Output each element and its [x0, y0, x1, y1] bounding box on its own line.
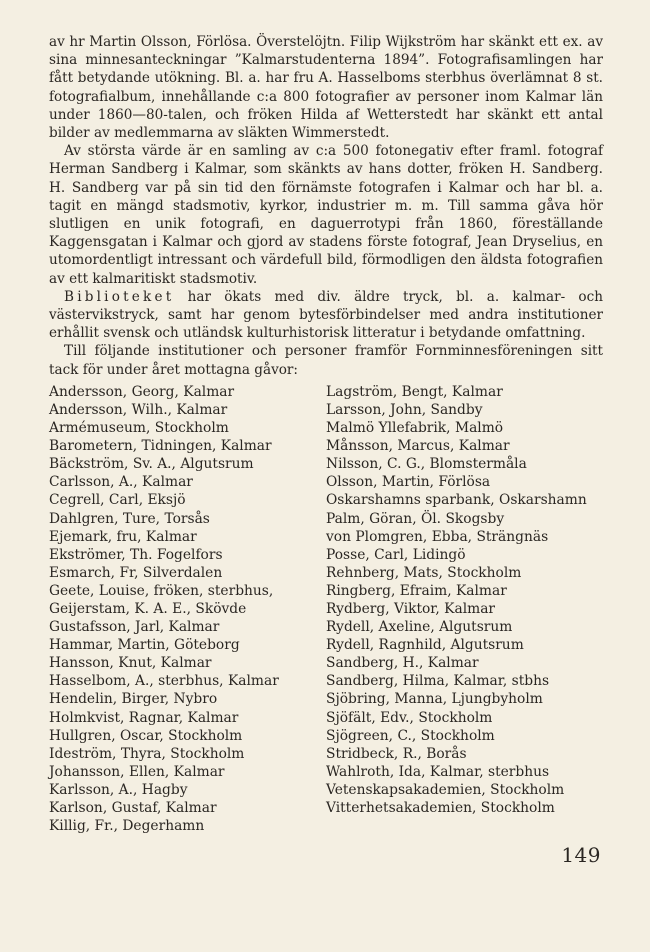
donor-entry: Månsson, Marcus, Kalmar [326, 438, 510, 455]
body-text [49, 33, 603, 379]
donor-entry: Karlsson, A., Hagby [49, 781, 188, 798]
donor-entry: Rydell, Axeline, Algutsrum [326, 619, 513, 636]
donor-entry: Armémuseum, Stockholm [49, 420, 229, 437]
donor-entry: Esmarch, Fr, Silverdalen [49, 564, 223, 581]
section-keyword: Biblioteket [64, 288, 175, 305]
donor-entry: Geijerstam, K. A. E., Skövde [49, 600, 247, 617]
page-number: 149 [561, 843, 601, 867]
donor-entry: Hasselbom, A., sterbhus, Kalmar [49, 673, 279, 690]
donor-entry: Vitterhetsakademien, Stockholm [326, 800, 555, 817]
paragraph [49, 288, 603, 343]
donor-entry: Sandberg, H., Kalmar [326, 655, 479, 672]
donor-entry: Posse, Carl, Lidingö [326, 546, 466, 563]
donor-entry: Killig, Fr., Degerhamn [49, 818, 205, 835]
donor-entry: Sjöbring, Manna, Ljungbyholm [326, 691, 543, 708]
donor-entry: Hammar, Martin, Göteborg [49, 637, 240, 654]
donor-entry: Andersson, Wilh., Kalmar [49, 401, 228, 418]
donor-entry: Stridbeck, R., Borås [326, 745, 467, 762]
donor-entry: Ringberg, Efraim, Kalmar [326, 582, 507, 599]
donor-entry: Sjögreen, C., Stockholm [326, 727, 495, 744]
donor-entry: Wahlroth, Ida, Kalmar, sterbhus [326, 763, 550, 780]
donor-list [49, 383, 603, 835]
donor-entry: Carlsson, A., Kalmar [49, 474, 193, 491]
paragraph-text: av hr Martin Olsson, Förlösa. Överstelöjtn. Filip Wijkström har skänkt ett ex. av sina minnesanteckningar ”Kalmarstudenterna 1894”. Fotografisamlingen har fått betydande utökning. Bl. a. har fru A. Hasselboms sterbhus överlämnat 8 st. fotografialbum, innehållande c:a 800 fotografier av personer inom Kalmar län under 1860—80-talen, och fröken Hilda af Wetterstedt har skänkt ett antal bilder av medlemmarna av släkten Wimmerstedt. [49, 34, 603, 142]
donor-entry: Oskarshamns sparbank, Oskarshamn [326, 492, 587, 509]
donor-entry: von Plomgren, Ebba, Strängnäs [326, 528, 549, 545]
donor-entry: Rehnberg, Mats, Stockholm [326, 564, 522, 581]
donor-entry: Hullgren, Oscar, Stockholm [49, 727, 243, 744]
donor-entry: Larsson, John, Sandby [326, 401, 483, 418]
donor-entry: Bäckström, Sv. A., Algutsrum [49, 456, 254, 473]
donor-entry: Rydberg, Viktor, Kalmar [326, 600, 496, 617]
donor-entry: Sjöfält, Edv., Stockholm [326, 709, 493, 726]
paragraph-text: Av största värde är en samling av c:a 500 fotonegativ efter framl. fotograf Herman Sandberg i Kalmar, som skänkts av hans dotter, fröken H. Sandberg. H. Sandberg var på sin tid den förnämste fotografen i Kalmar och har bl. a. tagit en mängd stadsmotiv, kyrkor, industrier m. m. Till samma gåva hör slutligen en unik fotografi, en daguerrotypi från 1860, föreställande Kaggensgatan i Kalmar och gjord av stadens förste fotograf, Jean Dryselius, en utomordentligt intressant och värdefull bild, förmodligen den äldsta fotografien av ett kalmaritiskt stadsmotiv. [49, 143, 603, 287]
donor-column-right [326, 383, 603, 835]
paragraph-text: Till följande institutioner och personer framför Fornminnesföreningen sitt tack för under året mottagna gåvor: [49, 343, 603, 378]
paragraph [49, 142, 603, 288]
donor-entry: Hendelin, Birger, Nybro [49, 691, 218, 708]
donor-entry: Gustafsson, Jarl, Kalmar [49, 619, 220, 636]
document-page [49, 33, 603, 835]
donor-entry: Malmö Yllefabrik, Malmö [326, 420, 504, 437]
donor-entry: Geete, Louise, fröken, sterbhus, [49, 582, 274, 599]
donor-entry: Vetenskapsakademien, Stockholm [326, 781, 565, 798]
donor-entry: Barometern, Tidningen, Kalmar [49, 438, 272, 455]
paragraph [49, 33, 603, 142]
donor-entry: Andersson, Georg, Kalmar [49, 383, 235, 400]
donor-entry: Cegrell, Carl, Eksjö [49, 492, 186, 509]
donor-entry: Sandberg, Hilma, Kalmar, stbhs [326, 673, 550, 690]
donor-entry: Nilsson, C. G., Blomstermåla [326, 456, 527, 473]
donor-entry: Ekströmer, Th. Fogelfors [49, 546, 223, 563]
donor-entry: Ejemark, fru, Kalmar [49, 528, 197, 545]
donor-entry: Rydell, Ragnhild, Algutsrum [326, 637, 524, 654]
donor-entry: Johansson, Ellen, Kalmar [49, 763, 225, 780]
donor-entry: Palm, Göran, Öl. Skogsby [326, 510, 505, 527]
donor-entry: Karlson, Gustaf, Kalmar [49, 800, 217, 817]
donor-entry: Hansson, Knut, Kalmar [49, 655, 212, 672]
donor-entry: Lagström, Bengt, Kalmar [326, 383, 503, 400]
donor-entry: Holmkvist, Ragnar, Kalmar [49, 709, 239, 726]
donor-entry: Ideström, Thyra, Stockholm [49, 745, 245, 762]
paragraph [49, 342, 603, 378]
donor-entry: Dahlgren, Ture, Torsås [49, 510, 210, 527]
donor-entry: Olsson, Martin, Förlösa [326, 474, 491, 491]
donor-column-left [49, 383, 326, 835]
paragraph-text: har ökats med div. äldre tryck, bl. a. kalmar- och västervikstryck, samt har genom bytesförbindelser med andra institutioner erhållit svensk och utländsk kulturhistorisk litteratur i betydande omfattning. [49, 288, 603, 342]
